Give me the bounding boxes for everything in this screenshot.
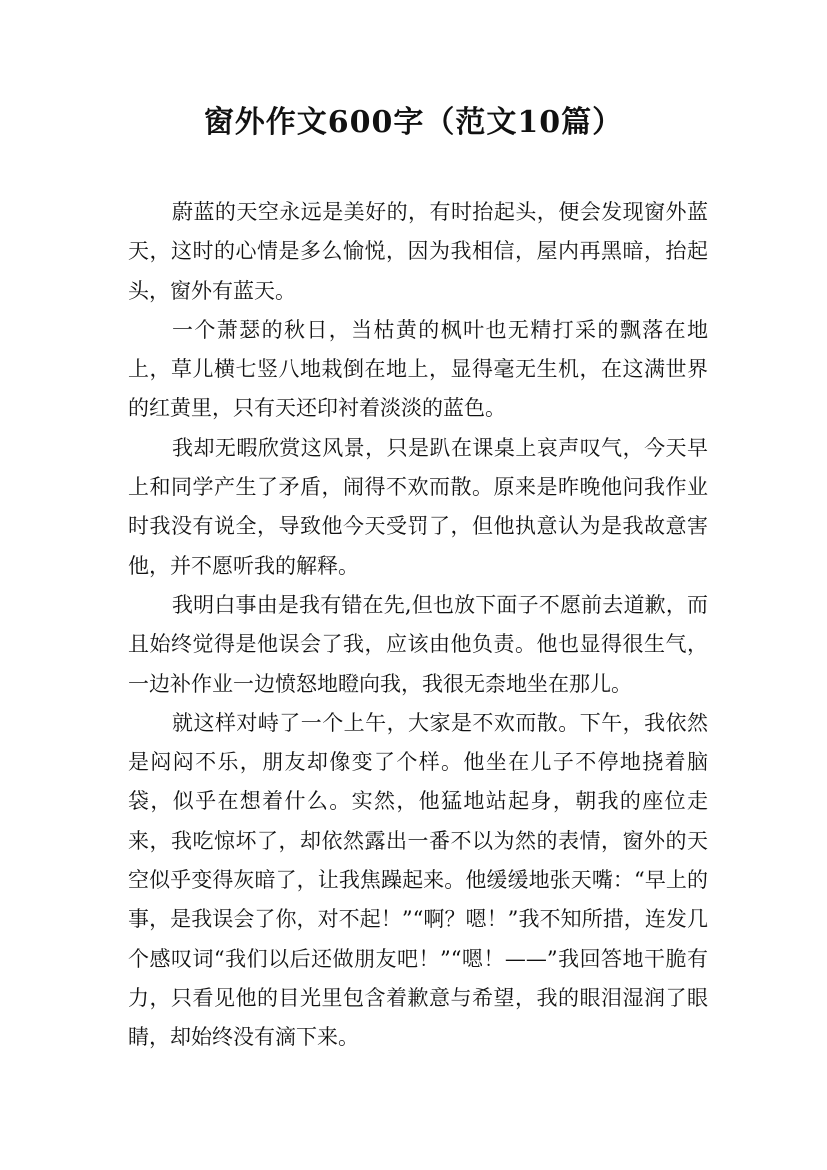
document-title: 窗外作文600字（范文10篇） (203, 105, 624, 140)
paragraph-3: 我却无暇欣赏这风景，只是趴在课桌上哀声叹气，今天早上和同学产生了矛盾，闹得不欢而散。原来是昨晚他问我作业时我没有说全，导致他今天受罚了，但他执意认为是我故意害他，并不愿听我的解释。 (128, 435, 708, 578)
paragraph-1: 蔚蓝的天空永远是美好的，有时抬起头，便会发现窗外蓝天，这时的心情是多么愉悦，因为我相信，屋内再黑暗，抬起头，窗外有蓝天。 (128, 200, 708, 303)
paragraph-4: 我明白事由是我有错在先,但也放下面子不愿前去道歉，而且始终觉得是他误会了我，应该由他负责。他也显得很生气，一边补作业一边愤怒地瞪向我，我很无柰地坐在那儿。 (128, 592, 708, 696)
document-body (128, 193, 708, 1058)
paragraph-2: 一个萧瑟的秋日，当枯黄的枫叶也无精打采的飘落在地上，草儿横七竖八地栽倒在地上，显得毫无生机，在这满世界的红黄里，只有天还印衬着淡淡的蓝色。 (128, 317, 708, 421)
paragraph-5: 就这样对峙了一个上午，大家是不欢而散。下午，我依然是闷闷不乐，朋友却像变了个样。他坐在儿子不停地挠着脑袋，似乎在想着什么。实然，他猛地站起身，朝我的座位走来，我吃惊坏了，却依然露出一番不以为然的表情，窗外的天空似乎变得灰暗了，让我焦躁起来。他缓缓地张天嘴：“早上的事，是我误会了你，对不起！”“啊？嗯！”我不知所措，连发几个感叹词“我们以后还做朋友吧！”“嗯！——”我回答地干脆有力，只看见他的目光里包含着歉意与希望，我的眼泪湿润了眼睛，却始终没有滴下来。 (128, 710, 708, 1050)
